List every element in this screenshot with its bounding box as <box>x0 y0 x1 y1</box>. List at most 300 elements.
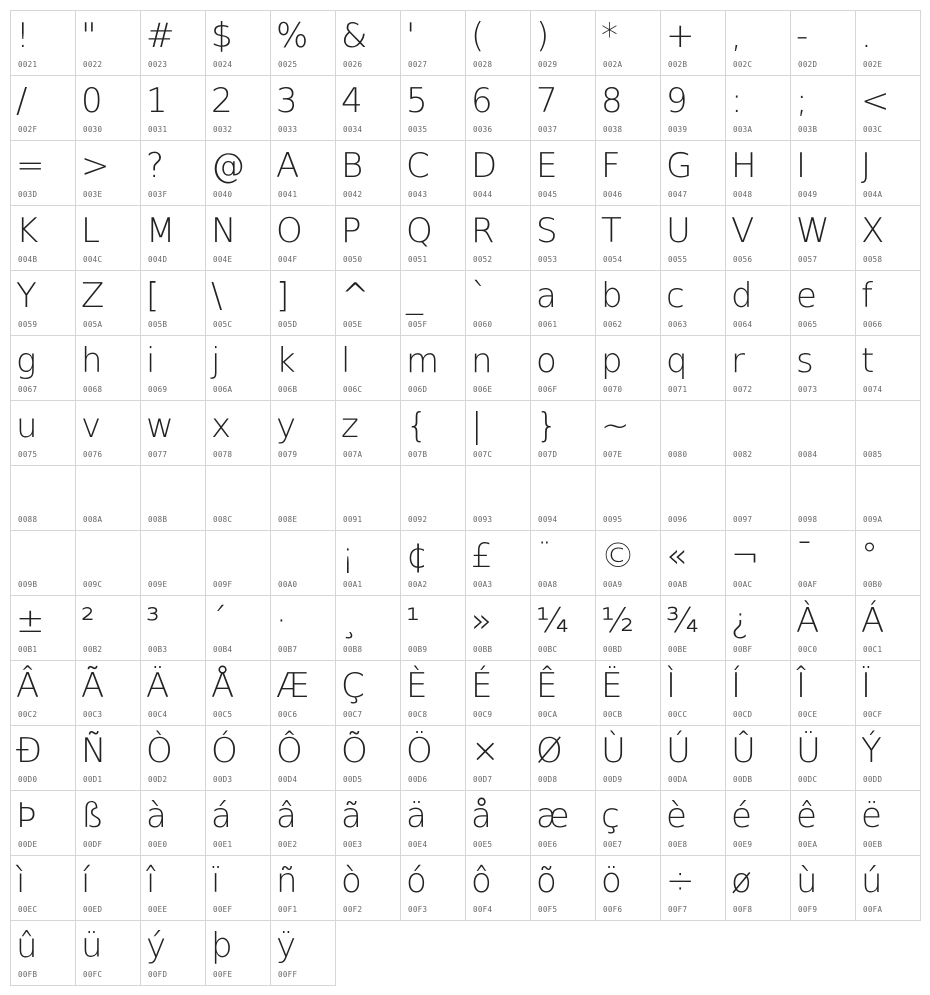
glyph-cell-00be <box>661 596 726 661</box>
glyph-codepoint-label: 00CE <box>798 710 818 719</box>
glyph-character: M <box>146 211 176 251</box>
glyph-character: á <box>211 796 232 836</box>
glyph-codepoint-label: 005F <box>408 320 428 329</box>
glyph-codepoint-label: 008C <box>213 515 233 524</box>
glyph-character: Z <box>81 276 105 316</box>
glyph-cell-00a0 <box>271 531 336 596</box>
glyph-character: ( <box>471 16 485 56</box>
glyph-character: B <box>341 146 364 186</box>
glyph-cell-00b1 <box>11 596 76 661</box>
glyph-character: © <box>601 536 635 576</box>
glyph-cell-0049 <box>791 141 856 206</box>
glyph-codepoint-label: 00D1 <box>83 775 103 784</box>
glyph-character: » <box>471 601 492 641</box>
glyph-codepoint-label: 00DF <box>83 840 103 849</box>
glyph-cell-007c <box>466 401 531 466</box>
glyph-cell-008b <box>141 466 206 531</box>
glyph-codepoint-label: 0023 <box>148 60 168 69</box>
glyph-cell-00fe <box>206 921 271 986</box>
glyph-character: ¯ <box>796 536 813 576</box>
glyph-character: q <box>666 341 688 381</box>
glyph-codepoint-label: 0054 <box>603 255 623 264</box>
glyph-codepoint-label: 004C <box>83 255 103 264</box>
glyph-codepoint-label: 009A <box>863 515 883 524</box>
glyph-cell-006a <box>206 336 271 401</box>
glyph-codepoint-label: 0096 <box>668 515 688 524</box>
glyph-codepoint-label: 0022 <box>83 60 103 69</box>
glyph-codepoint-label: 00C5 <box>213 710 233 719</box>
glyph-character: T <box>601 211 622 251</box>
glyph-cell-0048 <box>726 141 791 206</box>
glyph-cell-009b <box>11 531 76 596</box>
glyph-character: Û <box>731 731 756 771</box>
glyph-codepoint-label: 003B <box>798 125 818 134</box>
glyph-codepoint-label: 0091 <box>343 515 363 524</box>
glyph-character: a <box>536 276 557 316</box>
glyph-character: w <box>146 406 174 446</box>
glyph-cell-004c <box>76 206 141 271</box>
glyph-codepoint-label: 0068 <box>83 385 103 394</box>
glyph-character: í <box>81 861 91 901</box>
glyph-cell-00f6 <box>596 856 661 921</box>
glyph-cell-00d0 <box>11 726 76 791</box>
glyph-codepoint-label: 00E5 <box>473 840 493 849</box>
glyph-character: [ <box>146 276 160 316</box>
glyph-codepoint-label: 0080 <box>668 450 688 459</box>
glyph-character: h <box>81 341 103 381</box>
glyph-codepoint-label: 0044 <box>473 190 493 199</box>
glyph-codepoint-label: 00EB <box>863 840 883 849</box>
glyph-codepoint-label: 00A0 <box>278 580 298 589</box>
glyph-character: « <box>666 536 687 576</box>
glyph-cell-002f <box>11 76 76 141</box>
glyph-cell-002a <box>596 11 661 76</box>
glyph-cell-00c2 <box>11 661 76 726</box>
glyph-codepoint-label: 00D6 <box>408 775 428 784</box>
glyph-character: c <box>666 276 685 316</box>
glyph-character: Ñ <box>81 731 107 771</box>
glyph-cell-00f5 <box>531 856 596 921</box>
glyph-cell-0025 <box>271 11 336 76</box>
glyph-cell-00de <box>11 791 76 856</box>
glyph-character: Ô <box>276 731 303 771</box>
glyph-codepoint-label: 005D <box>278 320 298 329</box>
glyph-cell-00d2 <box>141 726 206 791</box>
glyph-codepoint-label: 0052 <box>473 255 493 264</box>
glyph-cell-0077 <box>141 401 206 466</box>
glyph-codepoint-label: 0066 <box>863 320 883 329</box>
glyph-cell-003b <box>791 76 856 141</box>
glyph-cell-00ec <box>11 856 76 921</box>
glyph-codepoint-label: 0036 <box>473 125 493 134</box>
glyph-character: ã <box>341 796 362 836</box>
glyph-character: Ó <box>211 731 238 771</box>
glyph-cell-00a2 <box>401 531 466 596</box>
glyph-character: Á <box>861 601 885 641</box>
glyph-character: ÿ <box>276 926 297 966</box>
glyph-codepoint-label: 00D4 <box>278 775 298 784</box>
glyph-codepoint-label: 00B3 <box>148 645 168 654</box>
glyph-cell-00ce <box>791 661 856 726</box>
glyph-character: l <box>341 341 351 381</box>
glyph-cell-00c1 <box>856 596 921 661</box>
glyph-character: ù <box>796 861 818 901</box>
glyph-codepoint-label: 007E <box>603 450 623 459</box>
glyph-codepoint-label: 00F5 <box>538 905 558 914</box>
glyph-character: û <box>16 926 38 966</box>
glyph-cell-00c5 <box>206 661 271 726</box>
glyph-cell-00e7 <box>596 791 661 856</box>
glyph-codepoint-label: 0060 <box>473 320 493 329</box>
glyph-character: W <box>796 211 830 251</box>
glyph-codepoint-label: 004A <box>863 190 883 199</box>
glyph-codepoint-label: 00D2 <box>148 775 168 784</box>
glyph-character: $ <box>211 16 233 56</box>
glyph-character: Ë <box>601 666 623 706</box>
glyph-cell-00bf <box>726 596 791 661</box>
glyph-cell-0066 <box>856 271 921 336</box>
glyph-cell-00bd <box>596 596 661 661</box>
glyph-codepoint-label: 00E4 <box>408 840 428 849</box>
glyph-character: A <box>276 146 300 186</box>
glyph-cell-0023 <box>141 11 206 76</box>
glyph-cell-00f2 <box>336 856 401 921</box>
glyph-cell-0056 <box>726 206 791 271</box>
glyph-codepoint-label: 00D5 <box>343 775 363 784</box>
glyph-cell-00b2 <box>76 596 141 661</box>
glyph-codepoint-label: 0031 <box>148 125 168 134</box>
glyph-character: ¸ <box>341 601 358 641</box>
glyph-codepoint-label: 007B <box>408 450 428 459</box>
glyph-codepoint-label: 00C7 <box>343 710 363 719</box>
glyph-codepoint-label: 0063 <box>668 320 688 329</box>
glyph-cell-0084 <box>791 401 856 466</box>
glyph-character: ÷ <box>666 861 695 901</box>
glyph-cell-00d3 <box>206 726 271 791</box>
glyph-codepoint-label: 00DE <box>18 840 38 849</box>
glyph-cell-00e9 <box>726 791 791 856</box>
glyph-character: â <box>276 796 297 836</box>
glyph-cell-0046 <box>596 141 661 206</box>
glyph-character: o <box>536 341 557 381</box>
glyph-character: > <box>81 146 110 186</box>
glyph-cell-003d <box>11 141 76 206</box>
glyph-cell-0057 <box>791 206 856 271</box>
glyph-codepoint-label: 004E <box>213 255 233 264</box>
glyph-codepoint-label: 00D7 <box>473 775 493 784</box>
glyph-codepoint-label: 0058 <box>863 255 883 264</box>
glyph-cell-00ee <box>141 856 206 921</box>
glyph-codepoint-label: 0033 <box>278 125 298 134</box>
glyph-codepoint-label: 008B <box>148 515 168 524</box>
glyph-character: ` <box>471 276 488 316</box>
glyph-codepoint-label: 00DA <box>668 775 688 784</box>
glyph-character: Í <box>731 666 742 706</box>
glyph-cell-008a <box>76 466 141 531</box>
glyph-cell-004a <box>856 141 921 206</box>
glyph-cell-0058 <box>856 206 921 271</box>
glyph-character: ¹ <box>406 601 420 641</box>
glyph-character: i <box>146 341 156 381</box>
glyph-character: Ù <box>601 731 626 771</box>
glyph-character: ! <box>16 16 30 56</box>
glyph-cell-0094 <box>531 466 596 531</box>
glyph-character: _ <box>406 276 423 316</box>
glyph-codepoint-label: 0037 <box>538 125 558 134</box>
glyph-character: ¼ <box>536 601 569 641</box>
glyph-codepoint-label: 00FF <box>278 970 298 979</box>
glyph-character: | <box>471 406 483 446</box>
glyph-cell-00fa <box>856 856 921 921</box>
glyph-character: 3 <box>276 81 298 121</box>
glyph-cell-003c <box>856 76 921 141</box>
glyph-codepoint-label: 00D9 <box>603 775 623 784</box>
glyph-character: R <box>471 211 495 251</box>
glyph-character: Y <box>16 276 37 316</box>
glyph-cell-009a <box>856 466 921 531</box>
glyph-codepoint-label: 0050 <box>343 255 363 264</box>
glyph-character: K <box>16 211 39 251</box>
glyph-cell-004f <box>271 206 336 271</box>
glyph-cell-00e4 <box>401 791 466 856</box>
glyph-character: S <box>536 211 558 251</box>
glyph-codepoint-label: 0043 <box>408 190 428 199</box>
glyph-cell-0074 <box>856 336 921 401</box>
glyph-codepoint-label: 0029 <box>538 60 558 69</box>
glyph-codepoint-label: 0079 <box>278 450 298 459</box>
glyph-cell-0075 <box>11 401 76 466</box>
glyph-cell-0095 <box>596 466 661 531</box>
glyph-codepoint-label: 0074 <box>863 385 883 394</box>
glyph-character: 6 <box>471 81 493 121</box>
glyph-codepoint-label: 00A1 <box>343 580 363 589</box>
glyph-cell-0033 <box>271 76 336 141</box>
glyph-cell-0044 <box>466 141 531 206</box>
glyph-cell-00a9 <box>596 531 661 596</box>
glyph-codepoint-label: 005E <box>343 320 363 329</box>
glyph-codepoint-label: 00E1 <box>213 840 233 849</box>
glyph-character: ç <box>601 796 620 836</box>
glyph-cell-006c <box>336 336 401 401</box>
glyph-character: x <box>211 406 232 446</box>
glyph-character: æ <box>536 796 570 836</box>
glyph-character: Ï <box>861 666 872 706</box>
glyph-cell-0091 <box>336 466 401 531</box>
glyph-codepoint-label: 00C8 <box>408 710 428 719</box>
glyph-cell-00c6 <box>271 661 336 726</box>
glyph-codepoint-label: 0049 <box>798 190 818 199</box>
glyph-cell-0079 <box>271 401 336 466</box>
glyph-character: s <box>796 341 814 381</box>
glyph-cell-00c0 <box>791 596 856 661</box>
glyph-cell-0037 <box>531 76 596 141</box>
glyph-character: ï <box>211 861 221 901</box>
glyph-character: Þ <box>16 796 37 836</box>
glyph-cell-003e <box>76 141 141 206</box>
glyph-codepoint-label: 004D <box>148 255 168 264</box>
glyph-codepoint-label: 00EF <box>213 905 233 914</box>
glyph-cell-00b3 <box>141 596 206 661</box>
glyph-character: Ã <box>81 666 105 706</box>
glyph-codepoint-label: 00C2 <box>18 710 38 719</box>
glyph-codepoint-label: 0064 <box>733 320 753 329</box>
glyph-cell-0067 <box>11 336 76 401</box>
glyph-character: ê <box>796 796 817 836</box>
glyph-character: % <box>276 16 309 56</box>
glyph-codepoint-label: 00A8 <box>538 580 558 589</box>
glyph-codepoint-label: 006D <box>408 385 428 394</box>
glyph-codepoint-label: 00C3 <box>83 710 103 719</box>
glyph-character: Æ <box>276 666 310 706</box>
glyph-codepoint-label: 0073 <box>798 385 818 394</box>
glyph-cell-0034 <box>336 76 401 141</box>
glyph-character: e <box>796 276 817 316</box>
glyph-cell-005e <box>336 271 401 336</box>
glyph-cell-0026 <box>336 11 401 76</box>
glyph-codepoint-label: 002A <box>603 60 623 69</box>
glyph-character: O <box>276 211 303 251</box>
glyph-codepoint-label: 00DD <box>863 775 883 784</box>
glyph-cell-0031 <box>141 76 206 141</box>
glyph-codepoint-label: 0051 <box>408 255 428 264</box>
glyph-character: } <box>536 406 558 446</box>
glyph-character: Å <box>211 666 235 706</box>
glyph-codepoint-label: 00F4 <box>473 905 493 914</box>
glyph-codepoint-label: 00FC <box>83 970 103 979</box>
glyph-codepoint-label: 007D <box>538 450 558 459</box>
glyph-character: ú <box>861 861 883 901</box>
glyph-cell-00ab <box>661 531 726 596</box>
glyph-codepoint-label: 0053 <box>538 255 558 264</box>
glyph-character: r <box>731 341 745 381</box>
glyph-character: 0 <box>81 81 103 121</box>
glyph-character: ì <box>16 861 26 901</box>
glyph-cell-0032 <box>206 76 271 141</box>
glyph-codepoint-label: 00BD <box>603 645 623 654</box>
glyph-codepoint-label: 002E <box>863 60 883 69</box>
glyph-character: k <box>276 341 296 381</box>
glyph-character: £ <box>471 536 493 576</box>
glyph-character: 9 <box>666 81 688 121</box>
glyph-cell-0052 <box>466 206 531 271</box>
glyph-codepoint-label: 00BE <box>668 645 688 654</box>
glyph-codepoint-label: 0040 <box>213 190 233 199</box>
glyph-codepoint-label: 0098 <box>798 515 818 524</box>
glyph-cell-00e8 <box>661 791 726 856</box>
glyph-codepoint-label: 0034 <box>343 125 363 134</box>
glyph-codepoint-label: 002C <box>733 60 753 69</box>
glyph-cell-00d5 <box>336 726 401 791</box>
glyph-codepoint-label: 00FA <box>863 905 883 914</box>
glyph-codepoint-label: 00B0 <box>863 580 883 589</box>
glyph-codepoint-label: 0047 <box>668 190 688 199</box>
glyph-character: é <box>731 796 752 836</box>
glyph-cell-004d <box>141 206 206 271</box>
glyph-cell-0042 <box>336 141 401 206</box>
glyph-codepoint-label: 0095 <box>603 515 623 524</box>
glyph-cell-00da <box>661 726 726 791</box>
glyph-codepoint-label: 00BC <box>538 645 558 654</box>
glyph-cell-00d6 <box>401 726 466 791</box>
glyph-codepoint-label: 0028 <box>473 60 493 69</box>
glyph-codepoint-label: 00F6 <box>603 905 623 914</box>
glyph-character: ä <box>406 796 427 836</box>
glyph-character: ? <box>146 146 165 186</box>
glyph-cell-0060 <box>466 271 531 336</box>
glyph-character: ë <box>861 796 882 836</box>
glyph-codepoint-label: 002F <box>18 125 38 134</box>
glyph-cell-0045 <box>531 141 596 206</box>
glyph-cell-00f9 <box>791 856 856 921</box>
glyph-codepoint-label: 00BB <box>473 645 493 654</box>
glyph-cell-0069 <box>141 336 206 401</box>
glyph-cell-00c8 <box>401 661 466 726</box>
glyph-codepoint-label: 009F <box>213 580 233 589</box>
glyph-codepoint-label: 0088 <box>18 515 38 524</box>
glyph-character: Õ <box>341 731 368 771</box>
glyph-codepoint-label: 00B8 <box>343 645 363 654</box>
glyph-cell-00c3 <box>76 661 141 726</box>
glyph-cell-0035 <box>401 76 466 141</box>
glyph-codepoint-label: 0021 <box>18 60 38 69</box>
glyph-character: ¢ <box>406 536 428 576</box>
glyph-cell-00fd <box>141 921 206 986</box>
glyph-codepoint-label: 00B9 <box>408 645 428 654</box>
glyph-cell-0059 <box>11 271 76 336</box>
glyph-codepoint-label: 00AB <box>668 580 688 589</box>
glyph-character: Ý <box>861 731 882 771</box>
glyph-character: D <box>471 146 498 186</box>
glyph-character: Ä <box>146 666 170 706</box>
glyph-cell-00db <box>726 726 791 791</box>
glyph-codepoint-label: 0094 <box>538 515 558 524</box>
glyph-cell-008c <box>206 466 271 531</box>
glyph-character: / <box>16 81 28 121</box>
glyph-cell-00cd <box>726 661 791 726</box>
glyph-character: F <box>601 146 621 186</box>
glyph-cell-0028 <box>466 11 531 76</box>
glyph-cell-00f3 <box>401 856 466 921</box>
glyph-cell-00d7 <box>466 726 531 791</box>
glyph-character: Q <box>406 211 433 251</box>
glyph-codepoint-label: 0041 <box>278 190 298 199</box>
glyph-character: Ò <box>146 731 173 771</box>
glyph-codepoint-label: 0057 <box>798 255 818 264</box>
glyph-cell-007d <box>531 401 596 466</box>
glyph-character: È <box>406 666 428 706</box>
glyph-cell-0050 <box>336 206 401 271</box>
glyph-cell-00af <box>791 531 856 596</box>
glyph-codepoint-label: 0035 <box>408 125 428 134</box>
glyph-codepoint-label: 00FD <box>148 970 168 979</box>
glyph-character: 8 <box>601 81 623 121</box>
glyph-character: v <box>81 406 102 446</box>
glyph-cell-007a <box>336 401 401 466</box>
glyph-cell-00c4 <box>141 661 206 726</box>
glyph-cell-0085 <box>856 401 921 466</box>
glyph-cell-0021 <box>11 11 76 76</box>
glyph-codepoint-label: 005A <box>83 320 103 329</box>
glyph-character: ³ <box>146 601 160 641</box>
glyph-cell-004b <box>11 206 76 271</box>
glyph-codepoint-label: 00BF <box>733 645 753 654</box>
glyph-codepoint-label: 007C <box>473 450 493 459</box>
glyph-codepoint-label: 006E <box>473 385 493 394</box>
glyph-codepoint-label: 00A3 <box>473 580 493 589</box>
glyph-cell-0068 <box>76 336 141 401</box>
glyph-cell-00df <box>76 791 141 856</box>
glyph-character: Ê <box>536 666 558 706</box>
